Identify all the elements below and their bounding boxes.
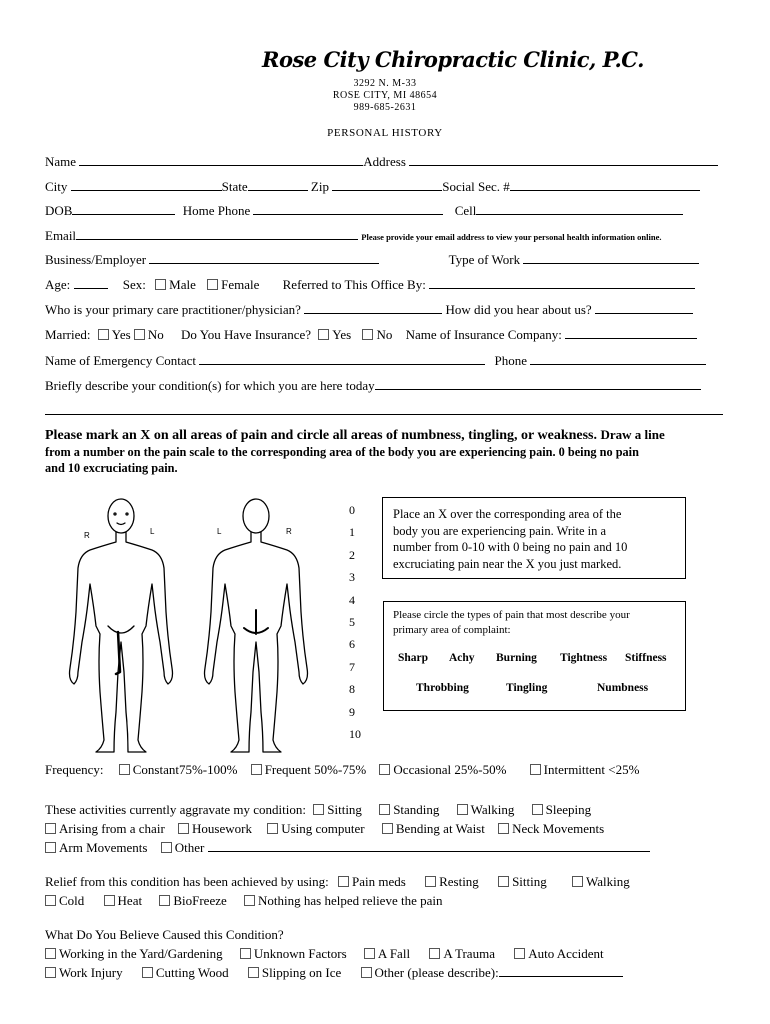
agg-housework-checkbox[interactable] — [178, 823, 189, 834]
instructions-draw-line: Draw a line — [600, 427, 665, 442]
freq-intermittent-checkbox[interactable] — [530, 764, 541, 775]
cause-ice-label: Slipping on Ice — [261, 965, 342, 980]
married-row — [45, 327, 697, 343]
instructions-line2: from a number on the pain scale to the corresponding area of the body you are experiencing pain. 0 being no pain — [45, 445, 639, 459]
freq-intermittent-label: Intermittent <25% — [543, 762, 640, 777]
insurance-no-checkbox[interactable] — [362, 329, 373, 340]
back-right-label: R — [286, 527, 292, 536]
pain-scale-number[interactable]: 7 — [349, 659, 355, 674]
pain-types-box — [383, 601, 686, 711]
zip-label: Zip — [310, 179, 329, 194]
box1-line-2: body you are experiencing pain. Write in a — [393, 523, 607, 538]
freq-occasional-checkbox[interactable] — [379, 764, 390, 775]
married-yes-label: Yes — [111, 327, 131, 342]
sex-label: Sex: — [122, 277, 146, 292]
instructions-main-text: Please mark an X on all areas of pain and circle all areas of numbness, tingling, or weakness. — [45, 428, 597, 443]
relief-meds-checkbox[interactable] — [338, 876, 349, 887]
relief-label: Relief from this condition has been achieved by using: — [45, 874, 329, 889]
pain-scale-number[interactable]: 5 — [349, 615, 355, 629]
pain-type-throbbing[interactable]: Throbbing — [416, 682, 469, 694]
pain-scale-number[interactable]: 4 — [349, 592, 355, 607]
how-hear-label: How did you hear about us? — [445, 302, 592, 317]
male-label: Male — [169, 277, 196, 292]
describe-field-line-2[interactable] — [45, 414, 723, 415]
cause-row-1 — [45, 946, 604, 962]
married-yes-checkbox[interactable] — [98, 329, 109, 340]
dob-label: DOB — [45, 203, 73, 218]
type-of-work-field[interactable] — [523, 252, 699, 264]
city-field[interactable] — [71, 179, 222, 191]
box1-line-4: excruciating pain near the X you just marked. — [393, 556, 622, 571]
pain-scale-number[interactable]: 6 — [349, 637, 355, 652]
freq-constant-checkbox[interactable] — [119, 764, 130, 775]
clinic-name: Rose City Chiropractic Clinic, P.C. — [262, 47, 644, 72]
email-note: Please provide your email address to view your personal health information online. — [361, 232, 662, 242]
box2-line-2: primary area of complaint: — [393, 624, 511, 636]
cause-label: What Do You Believe Caused this Condition? — [45, 927, 284, 942]
cause-unknown-label: Unknown Factors — [253, 946, 347, 961]
pcp-label: Who is your primary care practitioner/physician? — [45, 302, 301, 317]
pain-scale-number[interactable]: 0 — [349, 503, 355, 517]
pain-scale-number[interactable]: 1 — [349, 525, 355, 540]
type-of-work-label: Type of Work — [448, 252, 521, 267]
instructions-line3: and 10 excruciating pain. — [45, 461, 178, 475]
pain-scale-number[interactable]: 9 — [349, 704, 355, 719]
cause-yard-checkbox[interactable] — [45, 948, 56, 959]
cause-trauma-label: A Trauma — [443, 946, 495, 961]
instructions-main — [45, 427, 665, 444]
city-label: City — [45, 179, 68, 194]
agg-arising-checkbox[interactable] — [45, 823, 56, 834]
insurance-label: Do You Have Insurance? — [181, 327, 312, 342]
pain-instructions-box — [382, 497, 686, 579]
email-field[interactable] — [76, 228, 358, 240]
name-row — [45, 154, 718, 170]
relief-walking-label: Walking — [586, 874, 630, 889]
cause-wood-checkbox[interactable] — [142, 967, 153, 978]
body-diagram[interactable] — [64, 492, 324, 757]
relief-sitting-label: Sitting — [512, 874, 547, 889]
emergency-row — [45, 353, 706, 369]
relief-row-1 — [45, 874, 630, 890]
describe-row — [45, 378, 701, 394]
agg-sleeping-checkbox[interactable] — [532, 804, 543, 815]
aggravate-row-1 — [45, 802, 591, 818]
agg-other-field[interactable] — [208, 840, 650, 852]
email-label: Email — [45, 228, 77, 243]
relief-nothing-label: Nothing has helped relieve the pain — [258, 893, 443, 908]
age-label: Age: — [45, 277, 71, 292]
business-row — [45, 252, 699, 268]
name-label: Name — [45, 154, 77, 169]
relief-cold-label: Cold — [59, 893, 85, 908]
relief-resting-checkbox[interactable] — [425, 876, 436, 887]
dob-field[interactable] — [72, 203, 175, 215]
agg-neck-label: Neck Movements — [512, 821, 605, 836]
relief-sitting-checkbox[interactable] — [498, 876, 509, 887]
age-row — [45, 277, 695, 293]
emergency-phone-label: Phone — [494, 353, 528, 368]
agg-sitting-checkbox[interactable] — [313, 804, 324, 815]
freq-constant-label: Constant75%-100% — [132, 762, 238, 777]
zip-field[interactable] — [332, 179, 442, 191]
insurance-yes-label: Yes — [332, 327, 352, 342]
cause-trauma-checkbox[interactable] — [429, 948, 440, 959]
pain-type-sharp[interactable]: Sharp — [398, 652, 429, 664]
insurance-company-label: Name of Insurance Company: — [405, 327, 562, 342]
relief-resting-label: Resting — [439, 874, 479, 889]
address-field[interactable] — [409, 154, 718, 166]
emergency-field[interactable] — [199, 353, 485, 365]
clinic-phone: 989-685-2631 — [353, 102, 417, 113]
ssn-field[interactable] — [510, 179, 700, 191]
agg-other-checkbox[interactable] — [161, 842, 172, 853]
referred-label: Referred to This Office By: — [282, 277, 426, 292]
aggravate-row-3 — [45, 840, 650, 856]
cause-auto-checkbox[interactable] — [514, 948, 525, 959]
agg-other-label: Other — [174, 840, 205, 855]
relief-heat-checkbox[interactable] — [104, 895, 115, 906]
pcp-field[interactable] — [304, 302, 442, 314]
cause-work-label: Work Injury — [59, 965, 123, 980]
agg-sleeping-label: Sleeping — [545, 802, 592, 817]
freq-frequent-checkbox[interactable] — [251, 764, 262, 775]
cause-auto-label: Auto Accident — [528, 946, 604, 961]
agg-computer-label: Using computer — [281, 821, 365, 836]
emergency-phone-field[interactable] — [530, 353, 706, 365]
freq-occasional-label: Occasional 25%-50% — [393, 762, 507, 777]
cause-wood-label: Cutting Wood — [155, 965, 229, 980]
relief-biofreeze-checkbox[interactable] — [159, 895, 170, 906]
female-checkbox[interactable] — [207, 279, 218, 290]
agg-arm-label: Arm Movements — [59, 840, 148, 855]
pain-type-stiffness[interactable]: Stiffness — [625, 652, 667, 664]
referred-field[interactable] — [429, 277, 695, 289]
state-label: State — [221, 179, 248, 194]
female-label: Female — [221, 277, 260, 292]
married-no-checkbox[interactable] — [134, 329, 145, 340]
frequency-row — [45, 762, 639, 778]
pain-type-achy[interactable]: Achy — [449, 652, 475, 664]
cause-fall-label: A Fall — [377, 946, 411, 961]
box1-line-1: Place an X over the corresponding area of the — [393, 507, 622, 521]
relief-walking-checkbox[interactable] — [572, 876, 583, 887]
cause-unknown-checkbox[interactable] — [240, 948, 251, 959]
cell-field[interactable] — [476, 203, 683, 215]
relief-biofreeze-label: BioFreeze — [173, 893, 227, 908]
pain-scale-number[interactable]: 3 — [349, 570, 355, 585]
married-label: Married: — [45, 327, 91, 342]
agg-computer-checkbox[interactable] — [267, 823, 278, 834]
relief-cold-checkbox[interactable] — [45, 895, 56, 906]
box2-line-1: Please circle the types of pain that most describe your — [393, 609, 630, 621]
aggravate-row-2 — [45, 821, 604, 837]
dob-row — [45, 203, 683, 219]
pain-scale-number[interactable]: 8 — [349, 682, 355, 697]
cause-other-field[interactable] — [499, 965, 623, 977]
agg-walking-checkbox[interactable] — [457, 804, 468, 815]
freq-frequent-label: Frequent 50%-75% — [264, 762, 367, 777]
email-row — [45, 228, 661, 244]
agg-standing-label: Standing — [393, 802, 440, 817]
pain-type-burning[interactable]: Burning — [496, 652, 537, 664]
agg-walking-label: Walking — [470, 802, 515, 817]
agg-neck-checkbox[interactable] — [498, 823, 509, 834]
insurance-company-field[interactable] — [565, 327, 697, 339]
cause-ice-checkbox[interactable] — [248, 967, 259, 978]
front-right-label: R — [84, 531, 90, 540]
ssn-label: Social Sec. # — [442, 179, 510, 194]
relief-meds-label: Pain meds — [352, 874, 406, 889]
agg-housework-label: Housework — [192, 821, 252, 836]
agg-sitting-label: Sitting — [327, 802, 362, 817]
agg-bending-label: Bending at Waist — [395, 821, 485, 836]
front-left-label: L — [150, 527, 155, 536]
state-field[interactable] — [248, 179, 308, 191]
aggravate-label: These activities currently aggravate my condition: — [45, 802, 306, 817]
age-field[interactable] — [74, 277, 108, 289]
describe-field[interactable] — [375, 378, 701, 390]
back-left-label: L — [217, 527, 222, 536]
cause-row-2 — [45, 965, 623, 981]
agg-arising-label: Arising from a chair — [59, 821, 165, 836]
pain-scale-number[interactable]: 2 — [349, 547, 355, 562]
how-hear-field[interactable] — [595, 302, 693, 314]
cause-other-checkbox[interactable] — [361, 967, 372, 978]
cause-fall-checkbox[interactable] — [364, 948, 375, 959]
city-row — [45, 179, 700, 195]
relief-row-2 — [45, 893, 443, 909]
address-line-2: ROSE CITY, MI 48654 — [332, 90, 438, 101]
box1-line-3: number from 0-10 with 0 being no pain and 10 — [393, 540, 628, 554]
home-phone-field[interactable] — [253, 203, 443, 215]
insurance-yes-checkbox[interactable] — [318, 329, 329, 340]
business-label: Business/Employer — [45, 252, 147, 267]
insurance-no-label: No — [376, 327, 393, 342]
home-phone-label: Home Phone — [182, 203, 251, 218]
married-no-label: No — [147, 327, 164, 342]
pcp-row — [45, 302, 693, 318]
cell-label: Cell — [454, 203, 477, 218]
pain-type-tightness[interactable]: Tightness — [560, 652, 608, 664]
cause-other-label: Other (please describe): — [374, 965, 499, 980]
pain-type-numbness[interactable]: Numbness — [597, 682, 649, 694]
cause-work-checkbox[interactable] — [45, 967, 56, 978]
pain-type-tingling[interactable]: Tingling — [506, 682, 548, 694]
form-title: PERSONAL HISTORY — [327, 127, 443, 139]
name-field[interactable] — [79, 154, 363, 166]
male-checkbox[interactable] — [155, 279, 166, 290]
address-line-1: 3292 N. M-33 — [353, 78, 417, 89]
emergency-label: Name of Emergency Contact — [45, 353, 197, 368]
business-field[interactable] — [149, 252, 379, 264]
agg-bending-checkbox[interactable] — [382, 823, 393, 834]
agg-standing-checkbox[interactable] — [379, 804, 390, 815]
describe-label: Briefly describe your condition(s) for which you are here today — [45, 378, 375, 393]
address-label: Address — [363, 154, 406, 169]
relief-nothing-checkbox[interactable] — [244, 895, 255, 906]
agg-arm-checkbox[interactable] — [45, 842, 56, 853]
cause-yard-label: Working in the Yard/Gardening — [59, 946, 223, 961]
pain-scale-number[interactable]: 10 — [349, 727, 361, 741]
frequency-label: Frequency: — [45, 762, 104, 777]
relief-heat-label: Heat — [117, 893, 143, 908]
